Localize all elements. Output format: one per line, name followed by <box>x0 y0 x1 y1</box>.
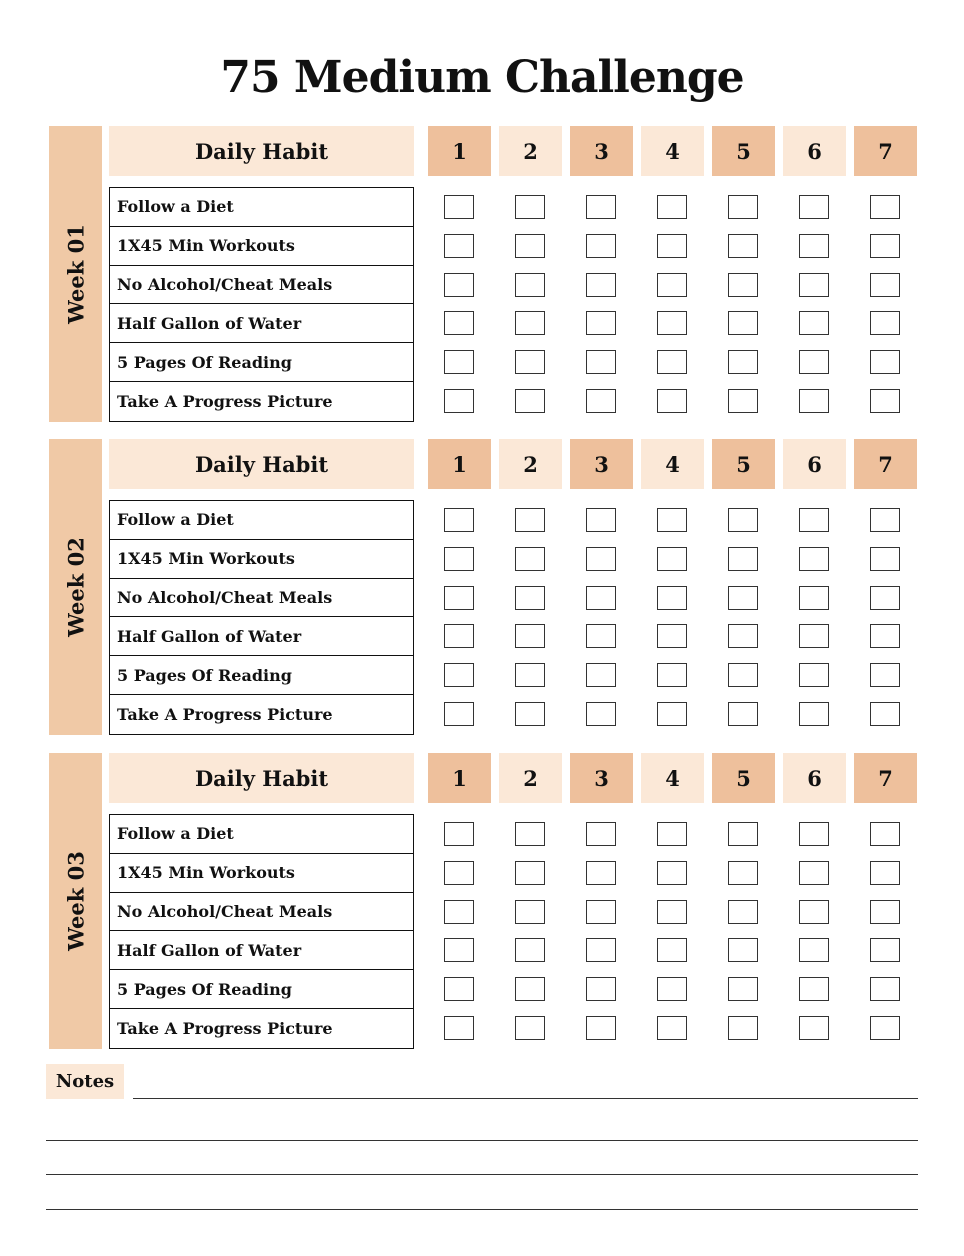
day-header: 7 <box>854 126 917 176</box>
habit-checkbox[interactable] <box>586 977 616 1001</box>
habit-row: Take A Progress Picture <box>117 1019 333 1039</box>
habit-checkbox[interactable] <box>515 350 545 374</box>
habit-row: 5 Pages Of Reading <box>110 970 413 1009</box>
habit-checkbox[interactable] <box>870 624 900 648</box>
habit-checkbox[interactable] <box>870 586 900 610</box>
week-label-band <box>49 753 102 1049</box>
habit-checkbox[interactable] <box>515 311 545 335</box>
habit-checkbox[interactable] <box>515 900 545 924</box>
habit-checkbox[interactable] <box>728 900 758 924</box>
day-header: 1 <box>428 753 491 803</box>
habit-checkbox[interactable] <box>799 350 829 374</box>
habit-checkbox[interactable] <box>657 234 687 258</box>
habit-row: 5 Pages Of Reading <box>110 656 413 695</box>
habit-checkbox[interactable] <box>444 195 474 219</box>
habit-checkbox[interactable] <box>728 938 758 962</box>
week-section <box>49 753 919 1049</box>
notes-label: Notes <box>46 1064 124 1099</box>
habit-checkbox[interactable] <box>515 508 545 532</box>
habit-row: Follow a Diet <box>110 815 413 854</box>
day-header: 2 <box>499 439 562 489</box>
day-header: 1 <box>428 126 491 176</box>
habit-checkbox[interactable] <box>799 702 829 726</box>
habit-checkbox[interactable] <box>870 311 900 335</box>
habit-list <box>109 500 414 735</box>
habit-checkbox[interactable] <box>870 861 900 885</box>
habit-checkbox[interactable] <box>657 663 687 687</box>
habit-checkbox[interactable] <box>586 389 616 413</box>
habit-checkbox[interactable] <box>444 586 474 610</box>
week-section <box>49 126 919 422</box>
habit-checkbox[interactable] <box>728 311 758 335</box>
habit-checkbox[interactable] <box>657 624 687 648</box>
day-header: 4 <box>641 126 704 176</box>
habit-row: Follow a Diet <box>110 188 413 227</box>
habit-checkbox[interactable] <box>728 273 758 297</box>
habit-row: No Alcohol/Cheat Meals <box>110 579 413 618</box>
day-header: 4 <box>641 439 704 489</box>
habit-checkbox[interactable] <box>799 900 829 924</box>
habit-checkbox[interactable] <box>586 663 616 687</box>
habit-checkbox[interactable] <box>444 861 474 885</box>
habit-row: 5 Pages Of Reading <box>110 343 413 382</box>
habit-checkbox[interactable] <box>657 977 687 1001</box>
habit-checkbox[interactable] <box>515 586 545 610</box>
habit-row: 1X45 Min Workouts <box>110 227 413 266</box>
habit-checkbox[interactable] <box>728 977 758 1001</box>
habit-list <box>109 814 414 1049</box>
habit-checkbox[interactable] <box>657 350 687 374</box>
habit-checkbox[interactable] <box>799 234 829 258</box>
habit-checkbox[interactable] <box>515 861 545 885</box>
day-header: 4 <box>641 753 704 803</box>
habit-row: 1X45 Min Workouts <box>110 854 413 893</box>
habit-checkbox[interactable] <box>444 273 474 297</box>
habit-list <box>109 187 414 422</box>
habit-checkbox[interactable] <box>728 547 758 571</box>
habit-checkbox[interactable] <box>728 234 758 258</box>
day-header: 2 <box>499 753 562 803</box>
habit-checkbox[interactable] <box>586 273 616 297</box>
habit-checkbox[interactable] <box>444 822 474 846</box>
habit-checkbox[interactable] <box>657 938 687 962</box>
page-title: 75 Medium Challenge <box>220 52 744 103</box>
habit-checkbox[interactable] <box>799 938 829 962</box>
habit-checkbox[interactable] <box>799 586 829 610</box>
habit-checkbox[interactable] <box>728 586 758 610</box>
day-header: 3 <box>570 439 633 489</box>
habit-checkbox[interactable] <box>728 350 758 374</box>
habit-checkbox[interactable] <box>515 822 545 846</box>
habit-row: No Alcohol/Cheat Meals <box>110 893 413 932</box>
habit-checkbox[interactable] <box>515 389 545 413</box>
habit-checkbox[interactable] <box>444 624 474 648</box>
habit-checkbox[interactable] <box>870 702 900 726</box>
habit-row: Half Gallon of Water <box>110 931 413 970</box>
habit-checkbox[interactable] <box>657 900 687 924</box>
habit-checkbox[interactable] <box>586 702 616 726</box>
day-header: 5 <box>712 126 775 176</box>
habit-checkbox[interactable] <box>444 702 474 726</box>
habit-checkbox[interactable] <box>870 195 900 219</box>
habit-checkbox[interactable] <box>728 702 758 726</box>
habit-checkbox[interactable] <box>657 195 687 219</box>
habit-row: No Alcohol/Cheat Meals <box>110 266 413 305</box>
habit-checkbox[interactable] <box>515 1016 545 1040</box>
daily-habit-header: Daily Habit <box>109 126 414 176</box>
habit-checkbox[interactable] <box>728 624 758 648</box>
habit-checkbox[interactable] <box>728 389 758 413</box>
habit-checkbox[interactable] <box>515 702 545 726</box>
habit-checkbox[interactable] <box>728 1016 758 1040</box>
notes-line[interactable] <box>133 1098 918 1099</box>
habit-checkbox[interactable] <box>870 822 900 846</box>
habit-checkbox[interactable] <box>586 350 616 374</box>
daily-habit-header: Daily Habit <box>109 439 414 489</box>
habit-checkbox[interactable] <box>799 195 829 219</box>
habit-checkbox[interactable] <box>444 547 474 571</box>
habit-checkbox[interactable] <box>728 663 758 687</box>
habit-checkbox[interactable] <box>444 311 474 335</box>
habit-checkbox[interactable] <box>870 389 900 413</box>
habit-checkbox[interactable] <box>657 311 687 335</box>
week-label-band <box>49 439 102 735</box>
habit-checkbox[interactable] <box>870 900 900 924</box>
habit-checkbox[interactable] <box>586 508 616 532</box>
habit-checkbox[interactable] <box>799 311 829 335</box>
habit-checkbox[interactable] <box>444 1016 474 1040</box>
habit-checkbox[interactable] <box>799 861 829 885</box>
habit-checkbox[interactable] <box>586 547 616 571</box>
habit-checkbox[interactable] <box>586 1016 616 1040</box>
habit-checkbox[interactable] <box>515 547 545 571</box>
habit-checkbox[interactable] <box>657 822 687 846</box>
habit-checkbox[interactable] <box>515 234 545 258</box>
habit-row: Follow a Diet <box>110 501 413 540</box>
habit-checkbox[interactable] <box>728 195 758 219</box>
notes-line[interactable] <box>46 1209 918 1210</box>
habit-checkbox[interactable] <box>586 938 616 962</box>
habit-checkbox[interactable] <box>586 822 616 846</box>
habit-checkbox[interactable] <box>870 1016 900 1040</box>
habit-checkbox[interactable] <box>444 900 474 924</box>
day-header: 2 <box>499 126 562 176</box>
habit-checkbox[interactable] <box>799 389 829 413</box>
habit-checkbox[interactable] <box>444 938 474 962</box>
habit-checkbox[interactable] <box>799 977 829 1001</box>
day-header: 6 <box>783 126 846 176</box>
habit-checkbox[interactable] <box>799 1016 829 1040</box>
day-header: 6 <box>783 753 846 803</box>
week-label-band <box>49 126 102 422</box>
habit-checkbox[interactable] <box>870 938 900 962</box>
week-label: Week 02 <box>63 537 88 637</box>
day-header: 6 <box>783 439 846 489</box>
day-header: 3 <box>570 753 633 803</box>
habit-checkbox[interactable] <box>586 234 616 258</box>
habit-checkbox[interactable] <box>515 624 545 648</box>
week-label: Week 03 <box>63 851 88 951</box>
habit-checkbox[interactable] <box>586 861 616 885</box>
habit-checkbox[interactable] <box>799 822 829 846</box>
habit-checkbox[interactable] <box>444 234 474 258</box>
habit-row: 1X45 Min Workouts <box>110 540 413 579</box>
day-header: 5 <box>712 439 775 489</box>
habit-checkbox[interactable] <box>870 663 900 687</box>
habit-checkbox[interactable] <box>657 547 687 571</box>
habit-checkbox[interactable] <box>515 195 545 219</box>
habit-checkbox[interactable] <box>586 311 616 335</box>
habit-checkbox[interactable] <box>728 861 758 885</box>
habit-checkbox[interactable] <box>657 1016 687 1040</box>
habit-checkbox[interactable] <box>799 547 829 571</box>
habit-checkbox[interactable] <box>799 273 829 297</box>
habit-checkbox[interactable] <box>657 586 687 610</box>
habit-checkbox[interactable] <box>870 234 900 258</box>
habit-row: Half Gallon of Water <box>110 304 413 343</box>
habit-checkbox[interactable] <box>515 938 545 962</box>
habit-checkbox[interactable] <box>515 273 545 297</box>
habit-checkbox[interactable] <box>870 273 900 297</box>
day-header: 1 <box>428 439 491 489</box>
habit-checkbox[interactable] <box>586 624 616 648</box>
notes-line[interactable] <box>46 1140 918 1141</box>
habit-checkbox[interactable] <box>799 624 829 648</box>
habit-checkbox[interactable] <box>657 508 687 532</box>
habit-checkbox[interactable] <box>515 663 545 687</box>
habit-checkbox[interactable] <box>657 861 687 885</box>
day-header: 7 <box>854 753 917 803</box>
habit-checkbox[interactable] <box>657 702 687 726</box>
habit-checkbox[interactable] <box>444 350 474 374</box>
day-header: 7 <box>854 439 917 489</box>
daily-habit-header: Daily Habit <box>109 753 414 803</box>
habit-checkbox[interactable] <box>870 547 900 571</box>
habit-checkbox[interactable] <box>444 663 474 687</box>
habit-row: Half Gallon of Water <box>110 617 413 656</box>
habit-checkbox[interactable] <box>870 508 900 532</box>
notes-line[interactable] <box>46 1174 918 1175</box>
day-header: 5 <box>712 753 775 803</box>
habit-checkbox[interactable] <box>444 389 474 413</box>
habit-checkbox[interactable] <box>799 508 829 532</box>
habit-row: Take A Progress Picture <box>117 705 333 725</box>
habit-checkbox[interactable] <box>728 508 758 532</box>
habit-checkbox[interactable] <box>657 389 687 413</box>
week-section <box>49 439 919 735</box>
habit-row: Take A Progress Picture <box>117 392 333 412</box>
habit-checkbox[interactable] <box>799 663 829 687</box>
day-header: 3 <box>570 126 633 176</box>
habit-checkbox[interactable] <box>657 273 687 297</box>
habit-checkbox[interactable] <box>586 900 616 924</box>
habit-checkbox[interactable] <box>444 508 474 532</box>
week-label: Week 01 <box>63 224 88 324</box>
habit-checkbox[interactable] <box>444 977 474 1001</box>
habit-checkbox[interactable] <box>870 977 900 1001</box>
habit-checkbox[interactable] <box>586 586 616 610</box>
habit-checkbox[interactable] <box>870 350 900 374</box>
habit-checkbox[interactable] <box>586 195 616 219</box>
habit-checkbox[interactable] <box>515 977 545 1001</box>
habit-checkbox[interactable] <box>728 822 758 846</box>
